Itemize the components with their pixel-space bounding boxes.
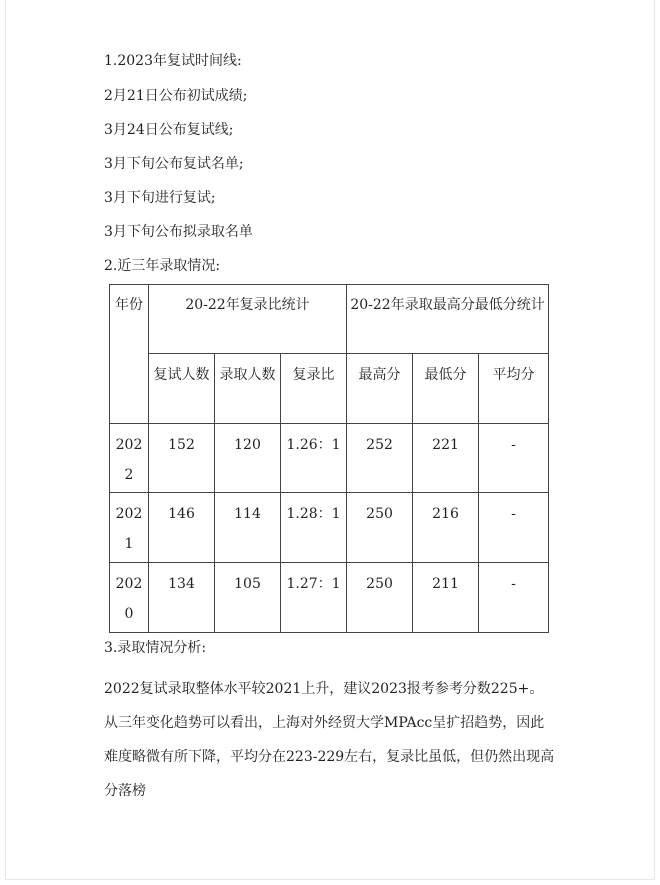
column-header: 复录比 bbox=[281, 354, 347, 424]
table-cell: 250 bbox=[347, 493, 413, 563]
column-header: 录取人数 bbox=[215, 354, 281, 424]
timeline-item: 2月21日公布初试成绩; bbox=[104, 88, 248, 104]
analysis-paragraph: 2022复试录取整体水平较2021上升，建议2023报考参考分数225+。从三年变化趋势可以看出，上海对外经贸大学MPAcc呈扩招趋势，因此难度略微有所下降，平均分在223-229左右，复录比虽低，但仍然出现高分落榜 bbox=[104, 681, 555, 799]
table-cell: - bbox=[479, 563, 549, 633]
timeline-item: 3月下旬公布复试名单; bbox=[104, 156, 244, 172]
column-header: 平均分 bbox=[479, 354, 549, 424]
analysis-heading: 3.录取情况分析: bbox=[104, 640, 207, 656]
table-cell: 152 bbox=[149, 424, 215, 493]
year-cell: 2022 bbox=[110, 424, 149, 493]
document-page bbox=[5, 0, 655, 880]
table-cell: 134 bbox=[149, 563, 215, 633]
table-row bbox=[110, 493, 549, 563]
admission-heading: 2.近三年录取情况: bbox=[104, 258, 221, 274]
table-cell: 1.28：1 bbox=[281, 493, 347, 563]
column-header: 最低分 bbox=[413, 354, 479, 424]
table-cell: 1.27：1 bbox=[281, 563, 347, 633]
score-group-header: 20-22年录取最高分最低分统计 bbox=[347, 285, 549, 354]
table-cell: 1.26：1 bbox=[281, 424, 347, 493]
table-cell: 252 bbox=[347, 424, 413, 493]
year-cell: 2020 bbox=[110, 563, 149, 633]
table-cell: 105 bbox=[215, 563, 281, 633]
year-column-header: 年份 bbox=[110, 285, 149, 424]
timeline-heading: 1.2023年复试时间线: bbox=[104, 53, 242, 69]
table-row bbox=[110, 563, 549, 633]
timeline-item: 3月下旬公布拟录取名单 bbox=[104, 224, 253, 240]
admission-table bbox=[109, 284, 549, 633]
year-cell: 2021 bbox=[110, 493, 149, 563]
column-header: 最高分 bbox=[347, 354, 413, 424]
timeline-item: 3月下旬进行复试; bbox=[104, 190, 216, 206]
table-cell: - bbox=[479, 493, 549, 563]
table-cell: - bbox=[479, 424, 549, 493]
table-cell: 216 bbox=[413, 493, 479, 563]
table-cell: 114 bbox=[215, 493, 281, 563]
table-cell: 221 bbox=[413, 424, 479, 493]
timeline-item: 3月24日公布复试线; bbox=[104, 122, 234, 138]
table-row bbox=[110, 424, 549, 493]
table-cell: 211 bbox=[413, 563, 479, 633]
table-cell: 146 bbox=[149, 493, 215, 563]
table-cell: 120 bbox=[215, 424, 281, 493]
column-header: 复试人数 bbox=[149, 354, 215, 424]
ratio-group-header: 20-22年复录比统计 bbox=[149, 285, 347, 354]
table-cell: 250 bbox=[347, 563, 413, 633]
